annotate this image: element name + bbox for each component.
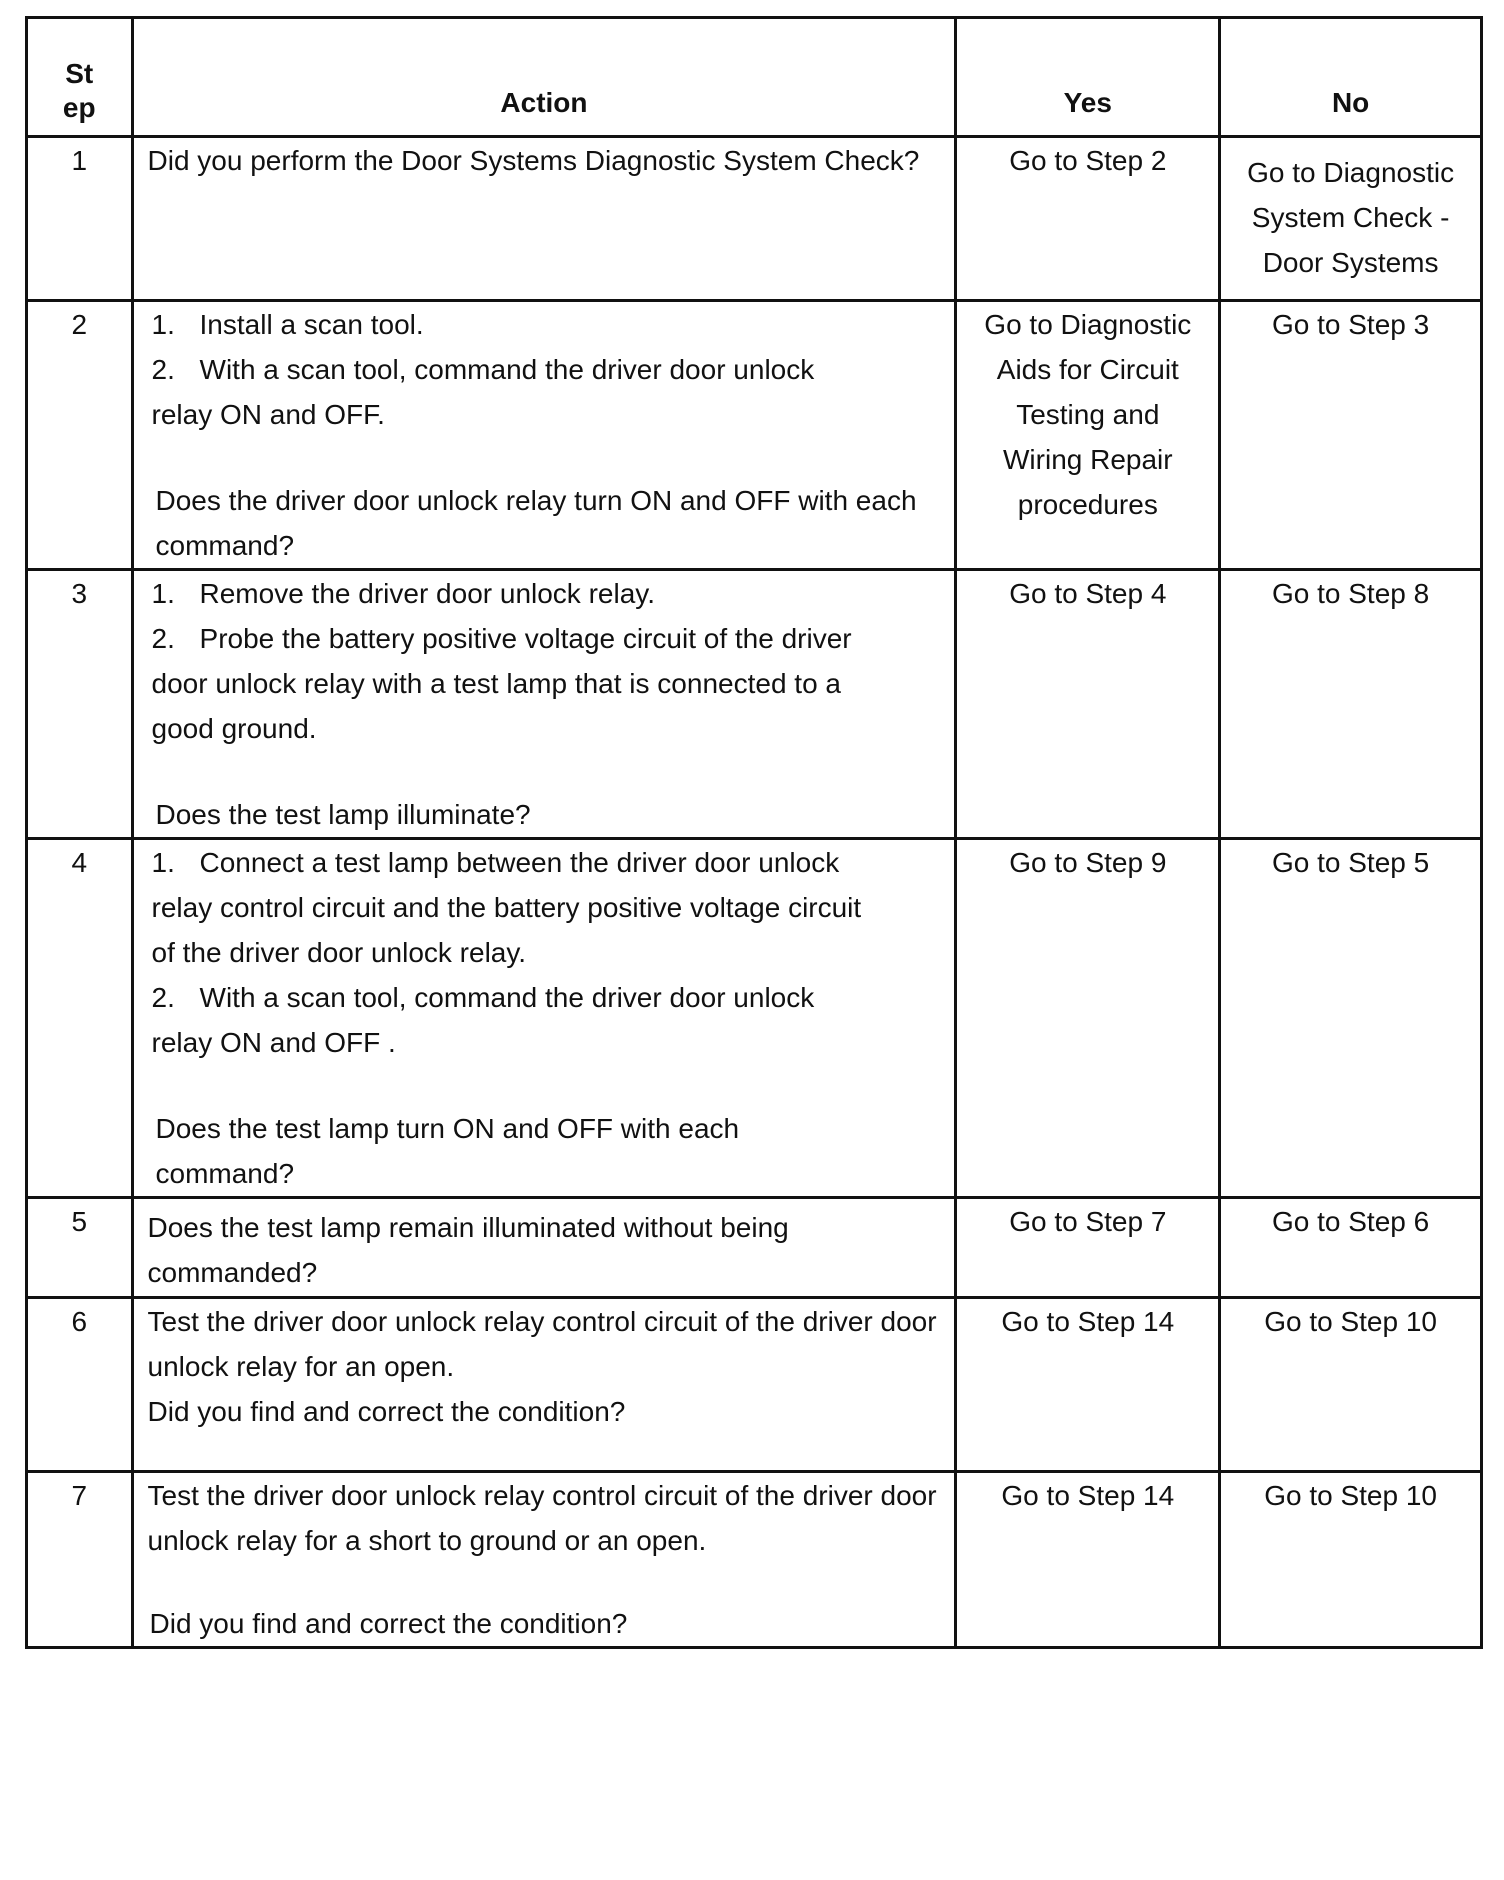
header-action: Action [132,18,956,137]
action-list-item: 2. Probe the battery positive voltage circuit of the driver door unlock relay with a test lamp that is connected to a good ground. [151,623,852,744]
action-question: Does the test lamp turn ON and OFF with each command? [155,1113,740,1189]
action-list-item: 1. Remove the driver door unlock relay. [151,578,655,609]
table-row [27,839,1482,1198]
action-cell [132,137,956,301]
action-cell [132,1298,956,1472]
header-row [27,18,1482,137]
yes-cell: Go to Step 4 [956,570,1220,839]
table-row [27,1198,1482,1298]
yes-cell: Go to Step 2 [956,137,1220,301]
step-number: 5 [27,1198,133,1298]
step-number: 1 [27,137,133,301]
header-step-label: St ep [62,58,96,123]
no-cell: Go to Diagnostic System Check - Door Systems [1220,137,1482,301]
action-cell [132,301,956,570]
table-row [27,137,1482,301]
action-question: Does the test lamp illuminate? [155,799,531,830]
action-cell [132,1472,956,1648]
action-question: Did you perform the Door Systems Diagnostic System Check? [147,145,920,176]
step-number: 6 [27,1298,133,1472]
no-cell: Go to Step 10 [1220,1298,1482,1472]
no-cell: Go to Step 3 [1220,301,1482,570]
yes-cell: Go to Step 7 [956,1198,1220,1298]
action-question: Did you find and correct the condition? [147,1396,626,1427]
action-text: Test the driver door unlock relay control circuit of the driver door unlock relay for an open. [147,1306,937,1382]
action-list-item-text: Connect a test lamp between the driver door unlock relay control circuit and the battery positive voltage circuit of the driver door unlock relay. [151,847,862,968]
action-list-item-text: Remove the driver door unlock relay. [199,578,655,609]
table-row [27,570,1482,839]
action-text: Test the driver door unlock relay control circuit of the driver door unlock relay for a short to ground or an open. [147,1480,937,1556]
action-cell [132,570,956,839]
action-list-item: 1. Install a scan tool. [151,309,424,340]
action-cell [132,839,956,1198]
action-question: Does the driver door unlock relay turn ON and OFF with each command? [155,485,917,561]
action-list-item-text: With a scan tool, command the driver door unlock relay ON and OFF. [151,354,815,430]
no-cell: Go to Step 5 [1220,839,1482,1198]
action-question: Does the test lamp remain illuminated without being commanded? [147,1212,789,1288]
table-row [27,1298,1482,1472]
yes-cell: Go to Step 14 [956,1298,1220,1472]
step-number: 2 [27,301,133,570]
step-number: 3 [27,570,133,839]
header-step [27,18,133,137]
action-cell [132,1198,956,1298]
action-list-item: 2. With a scan tool, command the driver door unlock relay ON and OFF. [151,354,815,430]
header-no: No [1220,18,1482,137]
header-yes: Yes [956,18,1220,137]
step-number: 4 [27,839,133,1198]
action-list-item-text: Probe the battery positive voltage circuit of the driver door unlock relay with a test lamp that is connected to a good ground. [151,623,852,744]
action-list-item: 2. With a scan tool, command the driver door unlock relay ON and OFF . [151,982,815,1058]
action-list-item-text: Install a scan tool. [199,309,424,340]
action-list-item: 1. Connect a test lamp between the driver door unlock relay control circuit and the battery positive voltage circuit of the driver door unlock relay. [151,847,862,968]
no-cell: Go to Step 6 [1220,1198,1482,1298]
step-number: 7 [27,1472,133,1648]
diagnostic-table [25,16,1483,1649]
yes-cell: Go to Step 14 [956,1472,1220,1648]
action-list-item-text: With a scan tool, command the driver door unlock relay ON and OFF . [151,982,815,1058]
no-cell: Go to Step 8 [1220,570,1482,839]
yes-cell: Go to Diagnostic Aids for Circuit Testing and Wiring Repair procedures [956,301,1220,570]
action-question: Did you find and correct the condition? [149,1608,628,1639]
table-row [27,301,1482,570]
no-cell: Go to Step 10 [1220,1472,1482,1648]
yes-cell: Go to Step 9 [956,839,1220,1198]
table-row [27,1472,1482,1648]
